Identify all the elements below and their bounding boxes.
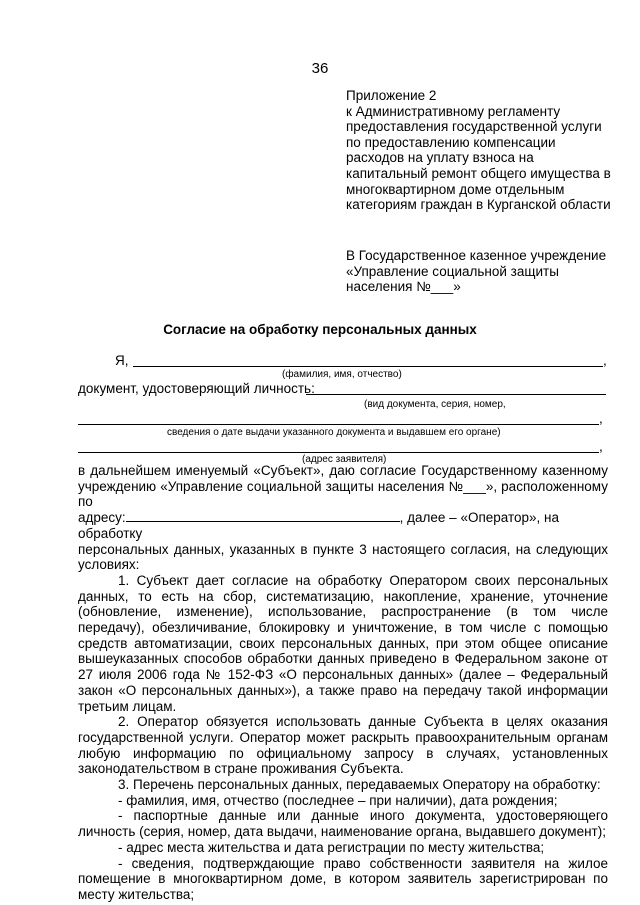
operator-address-field[interactable] [126, 510, 400, 522]
addressee-line: В Государственное казенное учреждение [346, 248, 607, 263]
issue-caption: сведения о дате выдачи указанного документа и выдавшем его органе) [167, 427, 501, 438]
annex-line: по предоставлению компенсации [346, 134, 556, 150]
annex-line: капитальный ремонт общего имущества в [346, 165, 611, 181]
page-number: 36 [311, 60, 329, 77]
annex-line: предоставления государственной услуги [346, 119, 602, 135]
addr-tail: , далее – «Оператор», на обработку [78, 510, 560, 541]
intro-line: в дальнейшем именуемый «Субъект», даю согласие Государственному казенному [78, 463, 608, 478]
annex-line: категориям граждан в Курганской области [346, 197, 611, 213]
intro-line: учреждению «Управление социальной защиты населения №___», расположенному по [78, 478, 608, 510]
addressee-line: населения №___» [346, 279, 461, 295]
list-item: - адрес места жительства и дата регистрации по месту жительства; [118, 839, 545, 855]
list-item: - фамилия, имя, отчество (последнее – при наличии), дата рождения; [118, 792, 558, 808]
address-comma: , [599, 439, 603, 454]
doc-label: документ, удостоверяющий личность: [78, 381, 315, 396]
addressee-line: «Управление социальной защиты [346, 263, 559, 279]
paragraph-2: 2. Оператор обязуется использовать данные Субъекта в целях оказания государственной услуги. Оператор может раскрыть правоохранительным органам любую информацию по официальному запросу в случаях, установленных законодательством в стране проживания Субъекта. [78, 714, 608, 777]
annex-line: расходов на уплату взноса на [346, 150, 534, 166]
annex-line: Приложение 2 [346, 88, 437, 103]
paragraph-1: 1. Субъект дает согласие на обработку Оператором своих персональных данных, то есть на сбор, систематизацию, накопление, хранение, уточнение (обновление, изменение), использование, распространение (в том числе передачу), обезличивание, блокировку и уничтожение, в том числе с помощью средств автоматизации, своих персональных данных, при этом общее описание вышеуказанных способов обработки данных приведено в Федеральном законе от 27 июля 2006 года № 152-ФЗ «О персональных данных» (далее – Федеральный закон «О персональных данных»), а также право на передачу такой информации третьим лицам. [78, 572, 608, 714]
address-field[interactable] [78, 452, 599, 453]
intro-address-line [78, 510, 608, 541]
issue-comma: , [599, 411, 603, 426]
document-title: Согласие на обработку персональных данных [163, 322, 477, 337]
fio-comma: , [603, 353, 607, 368]
annex-line: к Административному регламенту [346, 103, 561, 119]
doc-field[interactable] [306, 394, 606, 395]
doc-issue-field[interactable] [78, 424, 599, 425]
address-caption: (адрес заявителя) [302, 454, 387, 465]
list-item: - сведения, подтверждающие право собственности заявителя на жилое помещение в многоквартирном доме, в котором заявитель зарегистрирован по месту жительства; [78, 855, 608, 902]
intro-rest: персональных данных, указанных в пункте 3 настоящего согласия, на следующих условиях: [78, 541, 608, 573]
annex-line: многоквартирном доме отдельным [346, 181, 565, 197]
doc-caption: (вид документа, серия, номер, [364, 399, 506, 410]
fio-caption: (фамилия, имя, отчество) [282, 369, 402, 380]
paragraph-3: 3. Перечень персональных данных, передаваемых Оператору на обработку: [118, 777, 601, 793]
list-item: - паспортные данные или данные иного документа, удостоверяющего личность (серия, номер, дата выдачи, наименование органа, выдавшего документ); [78, 808, 608, 840]
addr-label: адресу: [78, 510, 126, 526]
ya-label: Я, [115, 353, 129, 368]
annex-header [346, 88, 611, 213]
addressee-block [346, 248, 606, 295]
consent-body [78, 463, 608, 903]
fio-field[interactable] [133, 366, 603, 367]
